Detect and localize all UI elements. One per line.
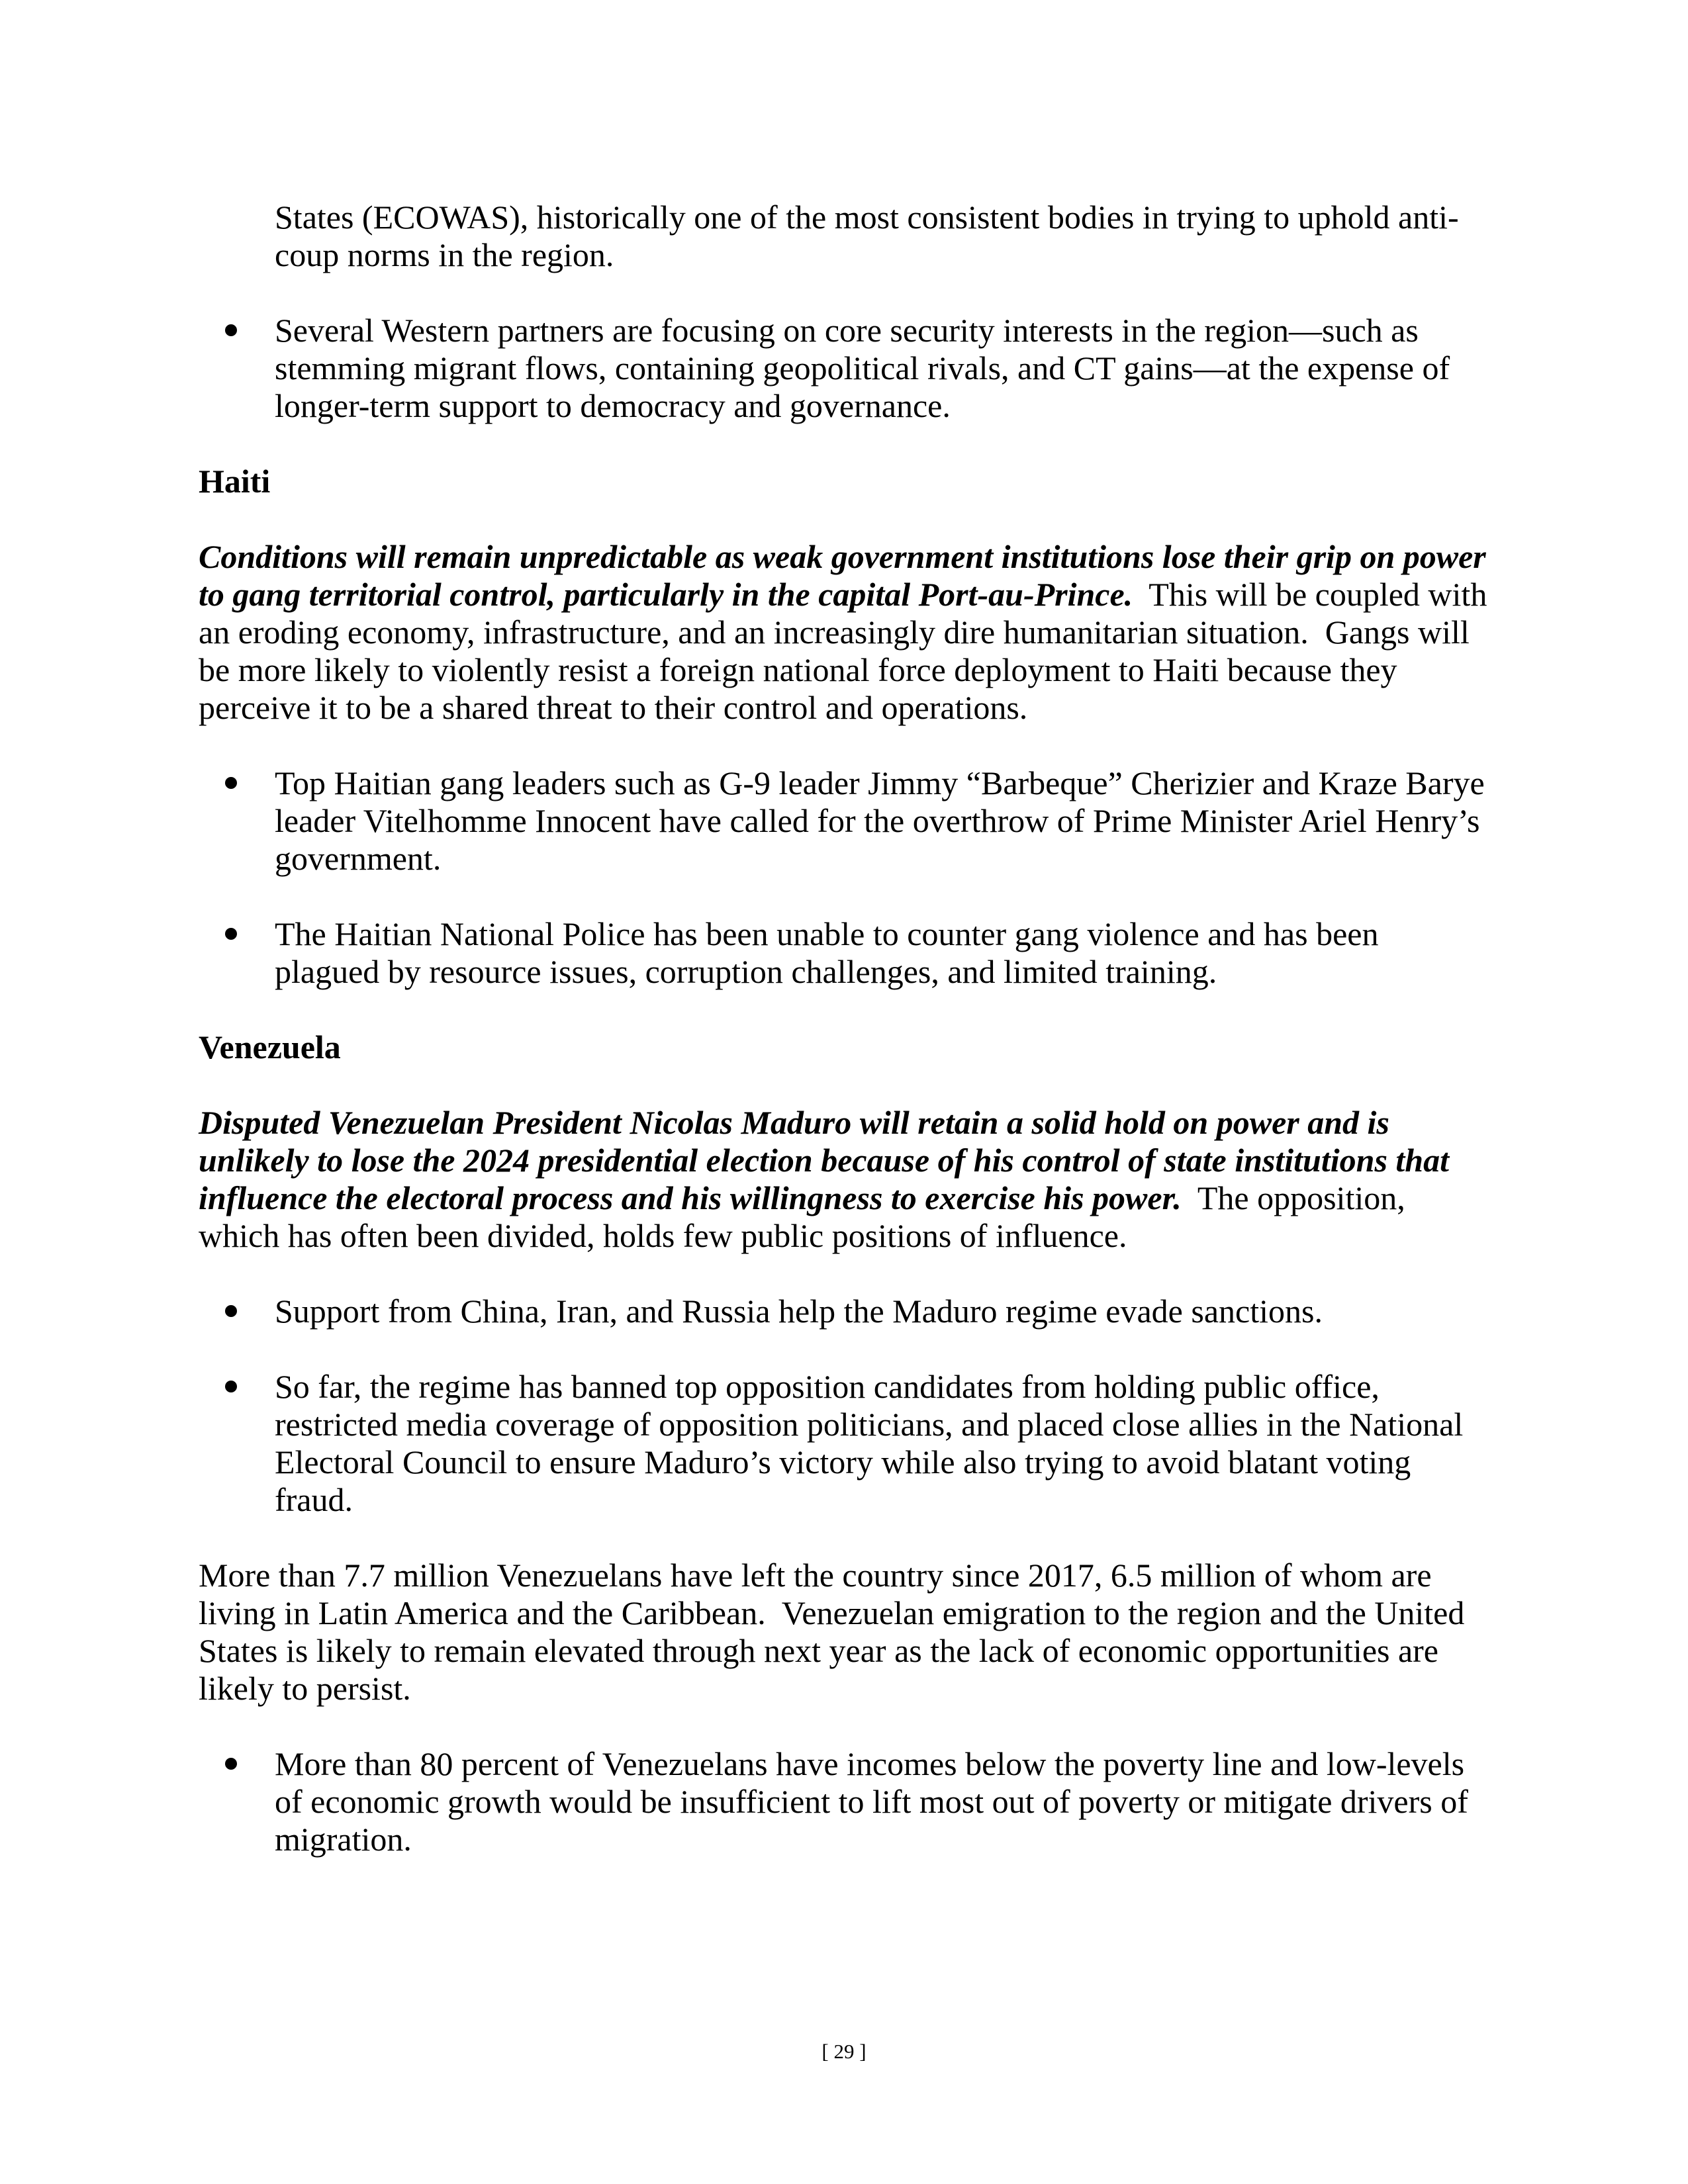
haiti-lead-body: This will be coupled with an eroding economy, infrastructure, and an increasingly dire humanitarian situation. Gangs will be more likely to violently resist a foreign national force deployment to Haiti because they perceive it to be a shared threat to their control and operations.: [199, 576, 1495, 726]
bullet-icon: [225, 1758, 237, 1770]
bullet-text: Support from China, Iran, and Russia help the Maduro regime evade sanctions.: [275, 1293, 1323, 1330]
list-item: [199, 915, 1489, 991]
bullet-icon: [225, 1305, 237, 1317]
list-item: [199, 764, 1489, 878]
bullet-icon: [225, 324, 237, 336]
bullet-icon: [225, 928, 237, 940]
venezuela-key-judgment: Disputed Venezuelan President Nicolas Maduro will retain a solid hold on power and is unlikely to lose the 2024 presidential election because of his control of state institutions that influence the electoral process and his willingness to exercise his power.: [199, 1104, 1449, 1216]
bullet-icon: [225, 777, 237, 789]
bullet-text: Top Haitian gang leaders such as G-9 leader Jimmy “Barbeque” Cherizier and Kraze Barye leader Vitelhomme Innocent have called for the overthrow of Prime Minister Ariel Henry’s government.: [275, 764, 1485, 877]
list-item: [199, 1745, 1489, 1858]
haiti-key-judgment: Conditions will remain unpredictable as weak government institutions lose their grip on power to gang territorial control, particularly in the capital Port-au-Prince.: [199, 538, 1486, 613]
list-item: [199, 312, 1489, 425]
bullet-text: More than 80 percent of Venezuelans have incomes below the poverty line and low-levels of economic growth would be insufficient to lift most out of poverty or mitigate drivers of migration.: [275, 1745, 1468, 1858]
section-heading-venezuela: Venezuela: [199, 1028, 341, 1066]
section-heading-haiti: Haiti: [199, 463, 271, 500]
page-number: [ 29 ]: [821, 2040, 867, 2063]
haiti-lead-paragraph: [199, 538, 1495, 727]
intro-continuation-paragraph: States (ECOWAS), historically one of the most consistent bodies in trying to uphold anti-coup norms in the region.: [275, 199, 1459, 273]
list-item: [199, 1368, 1489, 1519]
bullet-text: Several Western partners are focusing on core security interests in the region—such as stemming migrant flows, containing geopolitical rivals, and CT gains—at the expense of longer-term support to democracy and governance.: [275, 312, 1450, 424]
bullet-icon: [225, 1381, 237, 1392]
page-body: [199, 199, 1495, 1896]
venezuela-lead-body: The opposition, which has often been divided, holds few public positions of influence.: [199, 1179, 1414, 1254]
list-item: [199, 1293, 1489, 1330]
bullet-text: The Haitian National Police has been unable to counter gang violence and has been plagued by resource issues, corruption challenges, and limited training.: [275, 915, 1379, 990]
bullet-text: So far, the regime has banned top opposition candidates from holding public office, restricted media coverage of opposition politicians, and placed close allies in the National Electoral Council to ensure Maduro’s victory while also trying to avoid blatant voting fraud.: [275, 1368, 1464, 1518]
venezuela-lead-paragraph: [199, 1104, 1489, 1255]
venezuela-migration-paragraph: More than 7.7 million Venezuelans have left the country since 2017, 6.5 million of whom are living in Latin America and the Caribbean. Venezuelan emigration to the region and the United States is likely to remain elevated through next year as the lack of economic opportunities are likely to persist.: [199, 1557, 1473, 1707]
